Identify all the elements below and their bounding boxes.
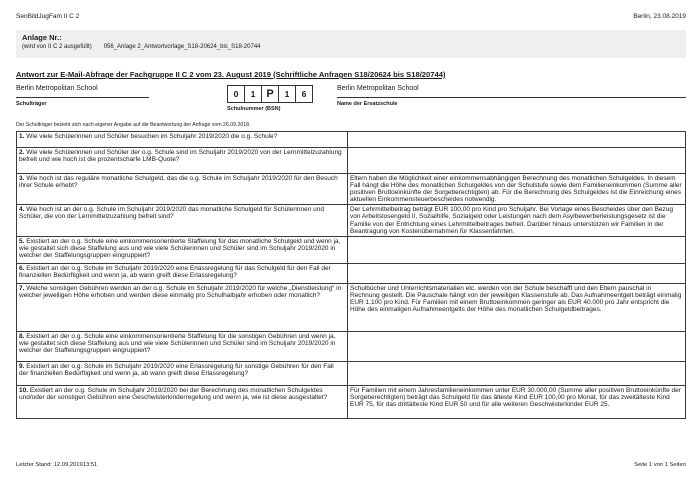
- school-name-label: Name der Ersatzschule: [337, 100, 398, 107]
- answer-cell: [348, 263, 686, 283]
- qa-table: [16, 131, 686, 419]
- question-cell: 1. Wie viele Schülerinnen und Schüler besuchen im Schuljahr 2019/2020 die o.g. Schule?: [17, 132, 348, 148]
- qa-row: [17, 361, 686, 385]
- qa-row: [17, 283, 686, 331]
- bsn-digit-cell: 0: [227, 85, 245, 103]
- question-cell: 9. Existiert an der o.g. Schule im Schuljahr 2019/2020 eine Erlassregelung für sonstige Gebühren für den Fall der finanziellen Bedürftigkeit und wenn ja, ab wann greift diese Erlassregelung?: [17, 361, 348, 385]
- qa-row: [17, 385, 686, 418]
- bsn-digit-cell: 1: [278, 85, 296, 103]
- qa-row: [17, 331, 686, 361]
- document-title: Antwort zur E-Mail-Abfrage der Fachgruppe II C 2 vom 23. August 2019 (Schriftliche Anfragen S18/20624 bis S18/20744): [16, 70, 446, 79]
- question-cell: 5. Existiert an der o.g. Schule eine einkommensorientierte Staffelung für das monatliche Schulgeld und wenn ja, wie gestaltet sich diese Staffelung aus und wie viele Schülerinnen und Schüler sind im Schuljahr 2019/2020 in welcher der Staffelungsgruppen eingruppiert?: [17, 236, 348, 263]
- question-cell: 8. Existiert an der o.g. Schule eine einkommensorientierte Staffelung für die sonstigen Gebühren und wenn ja, wie gestaltet sich diese Staffelung aus und wie viele Schülerinnen und Schüler sind im Schuljahr 2019/2020 in welcher der Staffelungsgruppen eingruppiert?: [17, 331, 348, 361]
- attachment-file-ref: 056_Anlage 2_Antwortvorlage_S18-20624_bis_S18-20744: [103, 44, 261, 50]
- question-cell: 3. Wie hoch ist das reguläre monatliche Schulgeld, das die o.g. Schule im Schuljahr 2019/2020 für den Besuch ihrer Schule erhebt?: [17, 174, 348, 205]
- qa-row: [17, 132, 686, 148]
- school-name-value: Berlin Metropolitan School: [337, 85, 686, 98]
- school-traeger-value: Berlin Metropolitan School: [16, 85, 149, 98]
- place-date: Berlin, 23.08.2019: [633, 13, 686, 20]
- question-cell: 10. Existiert an der o.g. Schule im Schuljahr 2019/2020 bei der Berechnung des monatlichen Schulgeldes und/oder der sonstigen Gebühren eine Geschwisterkinderregelung und wenn ja, wie ist diese ausgestaltet?: [17, 385, 348, 418]
- answer-cell: Für Familien mit einem Jahresfamilieneinkommen unter EUR 30.000,00 (Summe aller positiven Bruttoeinkünfte der Sorgeberechtigten) beträgt das Schulgeld für das älteste Kind EUR 100,00 pro Monat, für das zweitälteste Kind EUR 75, für das drittälteste Kind EUR 50 und für alle weiteren Geschwisterkinder EUR 25.: [348, 385, 686, 418]
- attachment-fill-note: (wird von II C 2 ausgefüllt): [22, 44, 92, 50]
- answer-cell: [348, 236, 686, 263]
- footer-last-updated: Letzter Stand: 12.09.201913:51: [16, 462, 98, 468]
- school-traeger-label: Schulträger: [16, 100, 47, 107]
- school-traeger-field: [16, 85, 149, 107]
- question-cell: 6. Existiert an der o.g. Schule im Schuljahr 2019/2020 eine Erlassregelung für das Schulgeld für den Fall der finanziellen Bedürftigkeit und wenn ja, ab wann greift diese Erlassregelung?: [17, 263, 348, 283]
- question-cell: 4. Wie hoch ist an der o.g. Schule im Schuljahr 2019/2020 das monatliche Schulgeld für Schülerinnen und Schüler, die von der Lernmittelzuzahlung befreit sind?: [17, 205, 348, 236]
- answer-cell: [348, 148, 686, 174]
- bsn-digit-cell: 1: [244, 85, 262, 103]
- qa-row: [17, 263, 686, 283]
- qa-table-body: [17, 132, 686, 419]
- answer-cell: Eltern haben die Möglichkeit einer einkommensabhängigen Berechnung des monatlichen Schulgeldes. In diesem Fall hängt die Höhe des monatlichen Schulgeldes von der Schulstufe sowie dem Familieneinkommen (Summe aller positiven Bruttoeinkünfte der Sorgeberechtigten) ab. Für die Berechnung des Schulgeldes ist die Einreichung eines aktuellen Einkommensteuerbescheides notwendig.: [348, 174, 686, 205]
- qa-table-wrap: [16, 131, 686, 419]
- answer-cell: [348, 361, 686, 385]
- answer-cell: Schulbücher und Unterrichtsmaterialien etc. werden von der Schule beschafft und den Eltern pauschal in Rechnung gestellt. Die Pauschale hängt von der jeweiligen Klassenstufe ab. Das Aufnahmeentgelt beträgt einmalig EUR 1.100 pro Kind. Für Familien mit einem Bruttoeinkommen geringer als EUR 40.000 pro Jahr entspricht die Höhe des einmaligen Aufnahmeentgelts der Höhe des monatlichen Schulgeldbeitrages.: [348, 283, 686, 331]
- school-number-label: Schulnummer (BSN): [227, 106, 281, 112]
- school-number-field: [227, 85, 313, 112]
- answer-cell: Der Lehrmittelbeitrag beträgt EUR 100,00 pro Kind pro Schuljahr. Bei Vorlage eines Bescheides über den Bezug von Arbeitslosengeld II, Sozialhilfe, Sozialgeld oder Leistungen nach dem Asylbewerberleistungsgesetz ist die Familie von der Entrichtung eines Lehrmittelbeitrages befreit. Darüber hinaus unterstützen wir Familien in der Beantragung von Kostenübernahmen für Klassenfahrten.: [348, 205, 686, 236]
- bsn-digit-cell: P: [261, 85, 279, 103]
- qa-row: [17, 174, 686, 205]
- qa-row: [17, 148, 686, 174]
- answer-cell: [348, 132, 686, 148]
- question-cell: 7. Welche sonstigen Gebühren werden an der o.g. Schule im Schuljahr 2019/2020 für welche „Dienstleistung“ in welcher jeweiligen Höhe erhoben und werden diese einmalig pro Schulhalbjahr erhoben oder monatlich?: [17, 283, 348, 331]
- question-cell: 2. Wie viele Schülerinnen und Schüler der o.g. Schule sind im Schuljahr 2019/2020 von der Lernmittelzuzahlung befreit und wie hoch ist die prozentscharfe LMB-Quote?: [17, 148, 348, 174]
- attachment-label: Anlage Nr.:: [22, 33, 62, 42]
- sender-org: SenBildJugFam II C 2: [16, 13, 80, 20]
- qa-row: [17, 205, 686, 236]
- school-number-cells: [227, 85, 313, 103]
- bsn-digit-cell: 6: [295, 85, 313, 103]
- qa-row: [17, 236, 686, 263]
- answer-cell: [348, 331, 686, 361]
- school-id-strip: [16, 85, 686, 121]
- attachment-number-box: [16, 30, 686, 58]
- school-name-field: [337, 85, 686, 107]
- reference-note: Der Schulträger bezieht sich nach eigener Angabe auf die Beantwortung der Anfrage vom 26.09.2018.: [16, 122, 251, 128]
- footer-page-count: Seite 1 von 1 Seiten: [634, 462, 686, 468]
